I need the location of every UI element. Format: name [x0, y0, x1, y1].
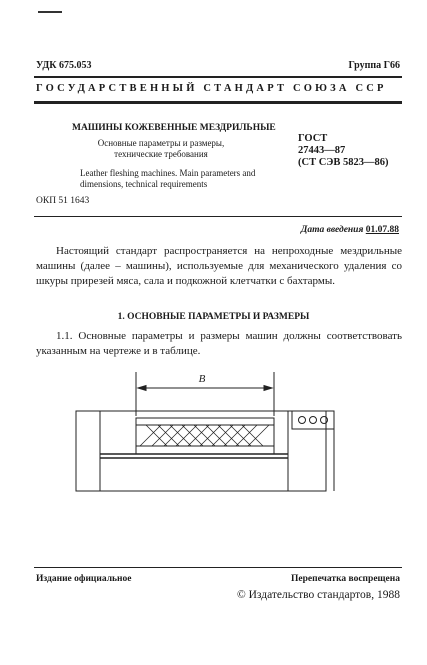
table-hatching: [140, 425, 269, 446]
intro-paragraph: Настоящий стандарт распространяется на непроходные мездрильные машины (далее – машины), используемые для механического удаления со шкуры прирезей мяса, сала и подкожной клетчатки с бахтармы.: [36, 245, 402, 287]
dim-arrow-right: [264, 386, 272, 391]
dim-arrow-left: [138, 386, 146, 391]
state-standard-line: ГОСУДАРСТВЕННЫЙ СТАНДАРТ СОЮЗА ССР: [36, 83, 387, 94]
divider-rule: [34, 216, 402, 217]
header-rule-top: [34, 76, 402, 78]
subtitle-line-2: технические требования: [114, 149, 208, 159]
copyright: © Издательство стандартов, 1988: [236, 589, 400, 601]
clause-1-1: 1.1. Основные параметры и размеры машин должны соответствовать указанным на чертеже и в таблице.: [36, 330, 402, 357]
dimension-label-b: B: [198, 373, 206, 385]
machine-drawing: [60, 368, 360, 498]
control-knob-1: [299, 417, 306, 424]
section-1-title: 1. ОСНОВНЫЕ ПАРАМЕТРЫ И РАЗМЕРЫ: [117, 312, 310, 322]
okp-code: ОКП 51 1643: [36, 196, 90, 206]
intro-date-value: 01.07.88: [365, 225, 399, 235]
udk-code: УДК 675.053: [36, 60, 92, 71]
english-line-1: Leather fleshing machines. Main parameters and: [80, 168, 256, 178]
standard-subtitle: [76, 138, 246, 160]
st-sev-number: (СТ СЭВ 5823—86): [298, 157, 389, 168]
reprint-prohibited: Перепечатка воспрещена: [290, 574, 400, 584]
english-line-2: dimensions, technical requirements: [80, 179, 208, 189]
header-rule-bottom: [34, 101, 402, 104]
english-title: [80, 168, 280, 190]
gost-block: [298, 133, 389, 169]
subtitle-line-1: Основные параметры и размеры,: [97, 138, 225, 148]
intro-date-label: Дата введения: [300, 225, 364, 235]
top-dash-mark: [38, 11, 62, 13]
official-edition: Издание официальное: [36, 574, 132, 584]
gost-number: 27443—87: [298, 145, 346, 156]
gost-label: ГОСТ: [298, 133, 328, 144]
control-knob-2: [310, 417, 317, 424]
group-code: Группа Г66: [348, 60, 400, 71]
intro-date: [301, 225, 399, 235]
standard-title: МАШИНЫ КОЖЕВЕННЫЕ МЕЗДРИЛЬНЫЕ: [72, 123, 276, 133]
footer-rule: [34, 567, 402, 568]
